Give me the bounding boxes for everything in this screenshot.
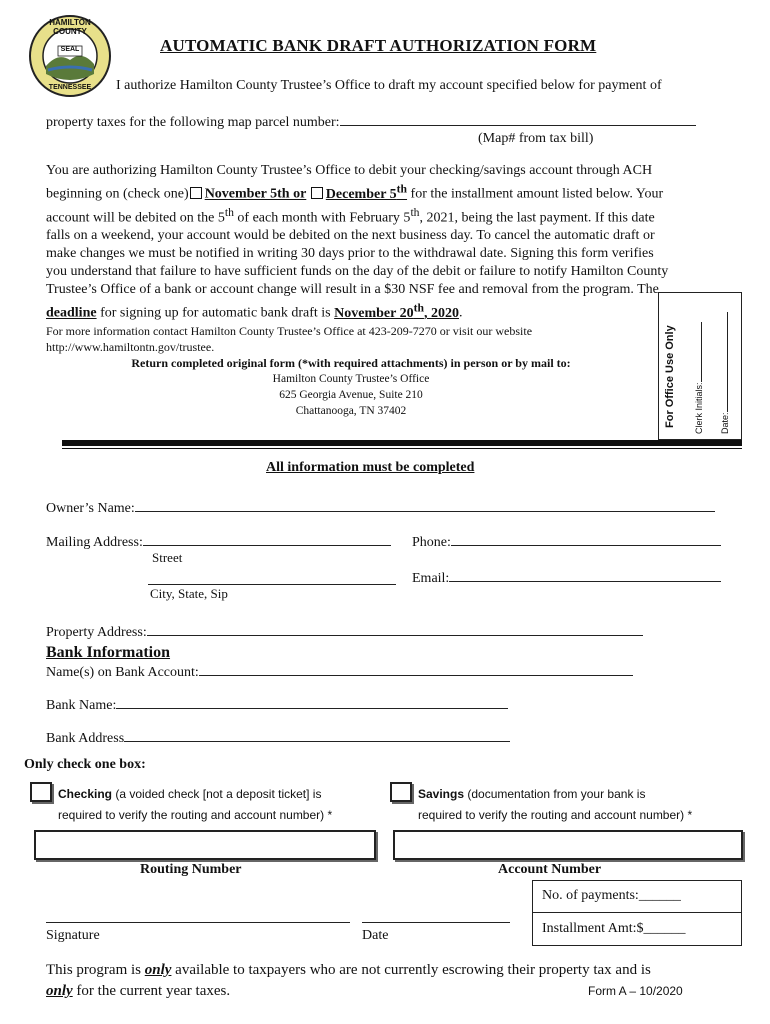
bank-name-field: Bank Name: [46,698,508,714]
dec-checkbox[interactable] [311,187,323,199]
number-of-payments[interactable]: No. of payments:______ [542,888,681,903]
map-note: (Map# from tax bill) [478,131,594,146]
intro-line-2: property taxes for the following map parcel number: [46,114,696,132]
clerk-initials-label: Clerk Initials: [694,322,704,434]
email-field: Email: [412,571,721,587]
date-label: Date [362,928,389,943]
check-one-heading: Only check one box: [24,757,146,772]
phone-field: Phone: [412,535,721,551]
routing-number-box[interactable] [34,830,376,860]
owner-name-line[interactable] [135,511,715,512]
seal-center-text: SEAL [60,46,80,53]
installment-amount[interactable]: Installment Amt:$______ [542,921,686,936]
nov-checkbox[interactable] [190,187,202,199]
date-line[interactable] [362,922,510,923]
bank-account-names-line[interactable] [199,675,633,676]
section-divider [62,440,742,446]
bank-name-line[interactable] [116,708,508,709]
signature-line[interactable] [46,922,350,923]
checking-description: Checking (a voided check [not a deposit ticket] is required to verify the routing and account number) * [58,787,333,822]
office-date-label: Date: [720,312,730,434]
seal-bottom-text: TENNESSEE [48,84,92,91]
property-address-field: Property Address: [46,625,643,641]
map-parcel-line[interactable] [340,125,696,126]
county-seal [28,14,112,98]
city-label: City, State, Sip [150,586,228,601]
property-address-line[interactable] [147,635,643,636]
section-divider-thin [62,448,742,449]
phone-line[interactable] [451,545,721,546]
routing-number-label: Routing Number [140,862,242,877]
seal-top-text: HAMILTON COUNTY [49,18,91,36]
payment-divider [532,912,741,913]
contact-block: For more information contact Hamilton County Trustee’s Office at 423-209-7270 or visit our website http://www.hamiltontn.gov/trustee. Return completed original form (*with required attachments) in person or by mail to: Hamilton County Trustee’s Office 625 Georgia Avenue, Suite 210 Chattanooga, TN 37402 [46,324,571,417]
all-info-heading: All information must be completed [266,460,475,475]
city-line[interactable] [148,568,396,585]
street-line[interactable] [143,545,391,546]
authorization-paragraph: You are authorizing Hamilton County Trustee’s Office to debit your checking/savings account through ACH beginning on (check one) November 5th or December 5th for the installment amount listed below. Your account will be debited on the 5th of each month with February 5th, 2021, being the last payment. If this date falls on a weekend, your account would be debited on the next business day. To cancel the automatic draft or make changes we must be notified in writing 30 days prior to the withdrawal date. Signing this form verifies you understand that failure to have sufficient funds on the day of the debit or failure to notify Hamilton County Trustee’s Office of a bank or account change will result in a $30 NSF fee and removal from the program. The deadline for signing up for automatic bank draft is November 20th, 2020. [46,163,669,321]
bank-account-names-field: Name(s) on Bank Account: [46,665,633,681]
bank-info-heading: Bank Information [46,644,171,661]
bank-address-line[interactable] [124,741,510,742]
street-label: Street [152,550,183,565]
savings-description: Savings (documentation from your bank is required to verify the routing and account number) * [418,787,693,822]
intro-line-1: I authorize Hamilton County Trustee’s Office to draft my account specified below for payment of [116,78,662,93]
owner-name-field: Owner’s Name: [46,501,715,517]
bank-address-field: Bank Address [46,731,510,747]
checking-checkbox[interactable] [30,782,52,802]
signature-label: Signature [46,928,100,943]
account-number-label: Account Number [498,862,602,877]
savings-checkbox[interactable] [390,782,412,802]
mailing-address-field: Mailing Address: [46,535,391,551]
footer-note: This program is only available to taxpayers who are not currently escrowing their property tax and is only for the current year taxes. [46,962,651,999]
account-number-box[interactable] [393,830,743,860]
form-version: Form A – 10/2020 [588,984,683,998]
office-use-title: For Office Use Only [664,325,676,428]
form-title: AUTOMATIC BANK DRAFT AUTHORIZATION FORM [160,36,597,55]
email-line[interactable] [449,581,721,582]
